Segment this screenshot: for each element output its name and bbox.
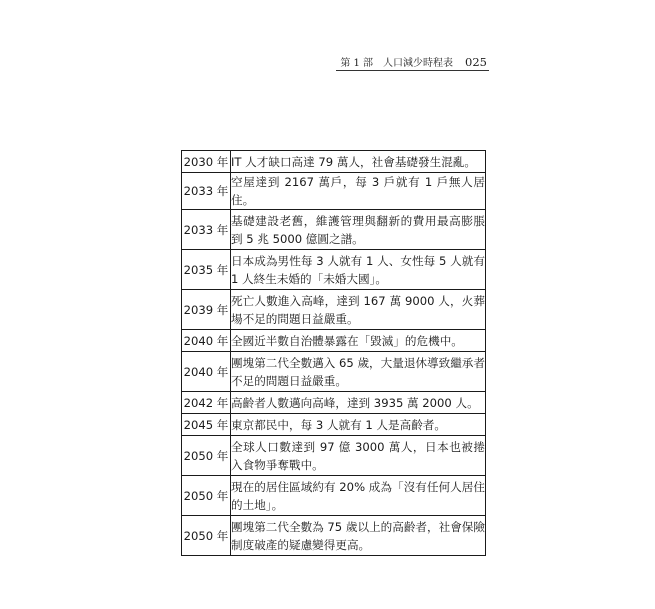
event-cell: 全國近半數自治體暴露在「毀滅」的危機中。: [231, 330, 486, 352]
chapter-title: 第 1 部 人口減少時程表: [340, 58, 454, 69]
event-cell: IT 人才缺口高達 79 萬人，社會基礎發生混亂。: [231, 151, 486, 173]
year-cell: 2050 年: [182, 516, 231, 556]
year-cell: 2040 年: [182, 352, 231, 392]
event-cell: 團塊第二代全數為 75 歲以上的高齡者，社會保險制度破產的疑慮變得更高。: [231, 516, 486, 556]
table-row: [182, 290, 486, 330]
table-row: [182, 392, 486, 414]
page-number: 025: [465, 55, 487, 69]
year-cell: 2033 年: [182, 173, 231, 210]
table-row: [182, 516, 486, 556]
event-cell: 日本成為男性每 3 人就有 1 人、女性每 5 人就有 1 人終生未婚的「未婚大國」。: [231, 250, 486, 290]
year-cell: 2033 年: [182, 210, 231, 250]
event-cell: 現在的居住區域約有 20% 成為「沒有任何人居住的土地」。: [231, 476, 486, 516]
year-cell: 2042 年: [182, 392, 231, 414]
year-cell: 2035 年: [182, 250, 231, 290]
table-row: [182, 151, 486, 173]
table-row: [182, 476, 486, 516]
running-header: [340, 54, 487, 69]
event-cell: 高齡者人數邁向高峰，達到 3935 萬 2000 人。: [231, 392, 486, 414]
table-row: [182, 436, 486, 476]
table-row: [182, 173, 486, 210]
table-row: [182, 330, 486, 352]
year-cell: 2040 年: [182, 330, 231, 352]
year-cell: 2050 年: [182, 436, 231, 476]
timeline-table: [181, 150, 486, 556]
year-cell: 2050 年: [182, 476, 231, 516]
event-cell: 團塊第二代全數邁入 65 歲，大量退休導致繼承者不足的問題日益嚴重。: [231, 352, 486, 392]
event-cell: 死亡人數進入高峰，達到 167 萬 9000 人，火葬場不足的問題日益嚴重。: [231, 290, 486, 330]
event-cell: 全球人口數達到 97 億 3000 萬人，日本也被捲入食物爭奪戰中。: [231, 436, 486, 476]
table-row: [182, 414, 486, 436]
year-cell: 2030 年: [182, 151, 231, 173]
year-cell: 2045 年: [182, 414, 231, 436]
header-rule: [336, 70, 489, 71]
event-cell: 基礎建設老舊，維護管理與翻新的費用最高膨脹到 5 兆 5000 億圓之譜。: [231, 210, 486, 250]
year-cell: 2039 年: [182, 290, 231, 330]
event-cell: 空屋達到 2167 萬戶，每 3 戶就有 1 戶無人居住。: [231, 173, 486, 210]
table-row: [182, 210, 486, 250]
event-cell: 東京都民中，每 3 人就有 1 人是高齡者。: [231, 414, 486, 436]
table-row: [182, 352, 486, 392]
table-row: [182, 250, 486, 290]
